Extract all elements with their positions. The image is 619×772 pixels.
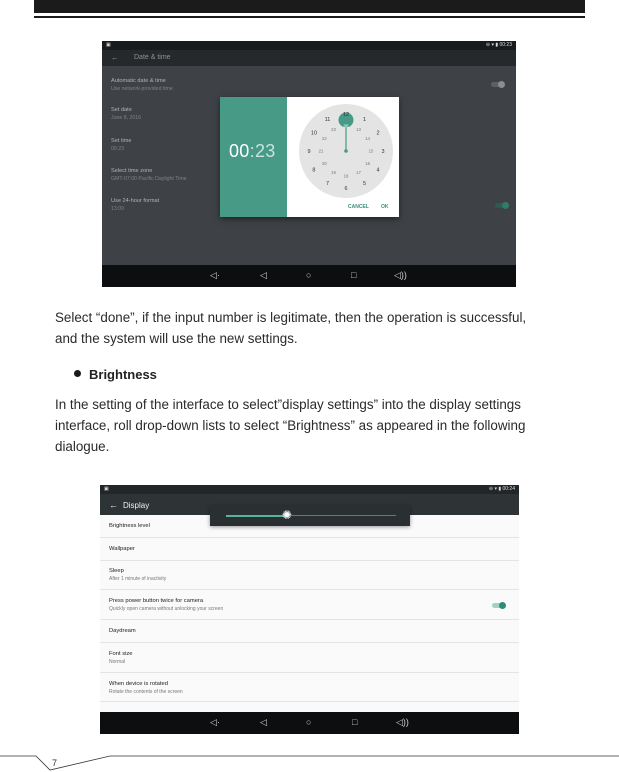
volume-down-icon[interactable]: ◁·: [210, 270, 220, 280]
header-rule: [34, 16, 585, 18]
status-icons: ⊖ ▾ ▮ 00:23: [485, 42, 512, 48]
date-time-screenshot: [102, 41, 516, 287]
clock-number[interactable]: 6: [344, 185, 348, 192]
volume-up-icon[interactable]: ◁)): [396, 717, 409, 727]
clock-number[interactable]: 11: [324, 116, 331, 123]
clock-number[interactable]: 00: [343, 123, 349, 129]
home-icon[interactable]: ○: [306, 270, 312, 280]
clock-number[interactable]: 23: [331, 126, 336, 132]
clock-number[interactable]: 8: [312, 167, 316, 174]
clock-number[interactable]: 3: [381, 148, 385, 155]
home-icon[interactable]: ○: [306, 717, 312, 727]
setting-wallpaper[interactable]: Wallpaper: [100, 538, 519, 561]
back-icon[interactable]: ◁: [260, 270, 267, 280]
setting-set-time[interactable]: Set time 00:23: [111, 138, 132, 152]
brightness-popup: [210, 506, 410, 526]
clock-number[interactable]: 16: [365, 161, 371, 167]
instruction-paragraph-2: In the setting of the interface to select”display settings” into the display settings interface, roll drop-down lists to select “Brightness” as appeared in the following dialogue.: [55, 397, 526, 454]
setting-set-date[interactable]: Set date June 8, 2016: [111, 107, 141, 121]
clock-number[interactable]: 19: [331, 170, 336, 176]
cancel-button[interactable]: CANCEL: [348, 204, 369, 210]
clock-number[interactable]: 5: [362, 180, 367, 187]
time-header: [220, 97, 287, 217]
clock-number[interactable]: 18: [343, 173, 349, 179]
page-number: 7: [52, 758, 58, 768]
notification-icon: ▣: [106, 42, 111, 48]
brightness-sun-icon[interactable]: ✺: [281, 508, 292, 522]
power-camera-toggle[interactable]: [492, 603, 505, 608]
bullet-icon: [74, 370, 81, 377]
status-time: 00:23: [499, 42, 512, 48]
clock-number[interactable]: 17: [356, 170, 361, 176]
navigation-bar: [100, 712, 519, 734]
page-title: Display: [123, 501, 150, 510]
clock-number[interactable]: 20: [321, 161, 327, 167]
setting-automatic-date-time[interactable]: Automatic date & time Use network-provided time: [111, 78, 173, 92]
status-bar: [100, 485, 519, 494]
brightness-fill: [226, 515, 289, 517]
back-arrow-icon[interactable]: ←: [109, 500, 118, 510]
status-time: 00:24: [502, 486, 515, 492]
setting-brightness-level[interactable]: Brightness level: [100, 515, 519, 538]
setting-device-rotated[interactable]: When device is rotated Rotate the contents of the screen: [100, 673, 519, 702]
back-arrow-icon[interactable]: ←: [111, 53, 119, 62]
automatic-time-toggle[interactable]: [491, 82, 504, 87]
volume-up-icon[interactable]: ◁)): [394, 270, 407, 280]
hour-value[interactable]: 00: [229, 141, 250, 161]
clock-number[interactable]: 9: [307, 148, 311, 155]
status-bar: [102, 41, 516, 50]
ok-button[interactable]: OK: [381, 204, 389, 210]
header-bar: [34, 0, 585, 13]
clock-number[interactable]: 22: [321, 136, 327, 142]
back-icon[interactable]: ◁: [260, 717, 267, 727]
clock-number[interactable]: 13: [356, 126, 361, 132]
instruction-paragraph-1: Select “done”, if the input number is legitimate, then the operation is successful, and the system will use the new settings.: [55, 310, 527, 346]
clock-number[interactable]: 4: [376, 167, 380, 174]
minute-value[interactable]: 23: [254, 141, 276, 161]
setting-daydream[interactable]: Daydream: [100, 620, 519, 643]
section-heading: Brightness: [89, 367, 157, 382]
clock-number[interactable]: 2: [376, 130, 380, 137]
setting-power-button-camera[interactable]: Press power button twice for camera Quickly open camera without unlocking your screen: [100, 590, 519, 620]
setting-time-zone[interactable]: Select time zone GMT-07:00 Pacific Daylight Time: [111, 168, 187, 182]
time-display: 00:23: [229, 141, 276, 161]
clock-number[interactable]: 7: [325, 180, 330, 187]
setting-font-size[interactable]: Font size Normal: [100, 643, 519, 673]
clock-number[interactable]: 12: [342, 111, 350, 118]
24-hour-toggle[interactable]: [495, 203, 508, 208]
footer-rule: [0, 754, 619, 772]
setting-sleep[interactable]: Sleep After 1 minute of inactivity: [100, 561, 519, 590]
recents-icon[interactable]: □: [351, 270, 357, 280]
clock-number[interactable]: 15: [368, 148, 374, 154]
app-bar: [102, 50, 516, 66]
clock-number[interactable]: 10: [310, 130, 318, 137]
clock-number[interactable]: 14: [365, 136, 371, 142]
time-picker-dialog: [220, 97, 399, 217]
clock-face[interactable]: [298, 103, 394, 199]
notification-icon: ▣: [104, 486, 109, 492]
display-screenshot: [100, 485, 519, 734]
clock-number[interactable]: 21: [318, 148, 324, 154]
navigation-bar: [102, 265, 516, 287]
recents-icon[interactable]: □: [352, 717, 358, 727]
volume-down-icon[interactable]: ◁·: [210, 717, 220, 727]
setting-24-hour-format[interactable]: Use 24-hour format 13:00: [111, 198, 160, 212]
page-title: Date & time: [134, 54, 171, 61]
clock-number[interactable]: 1: [362, 116, 367, 123]
status-icons: ⊖ ▾ ▮ 00:24: [488, 486, 515, 492]
